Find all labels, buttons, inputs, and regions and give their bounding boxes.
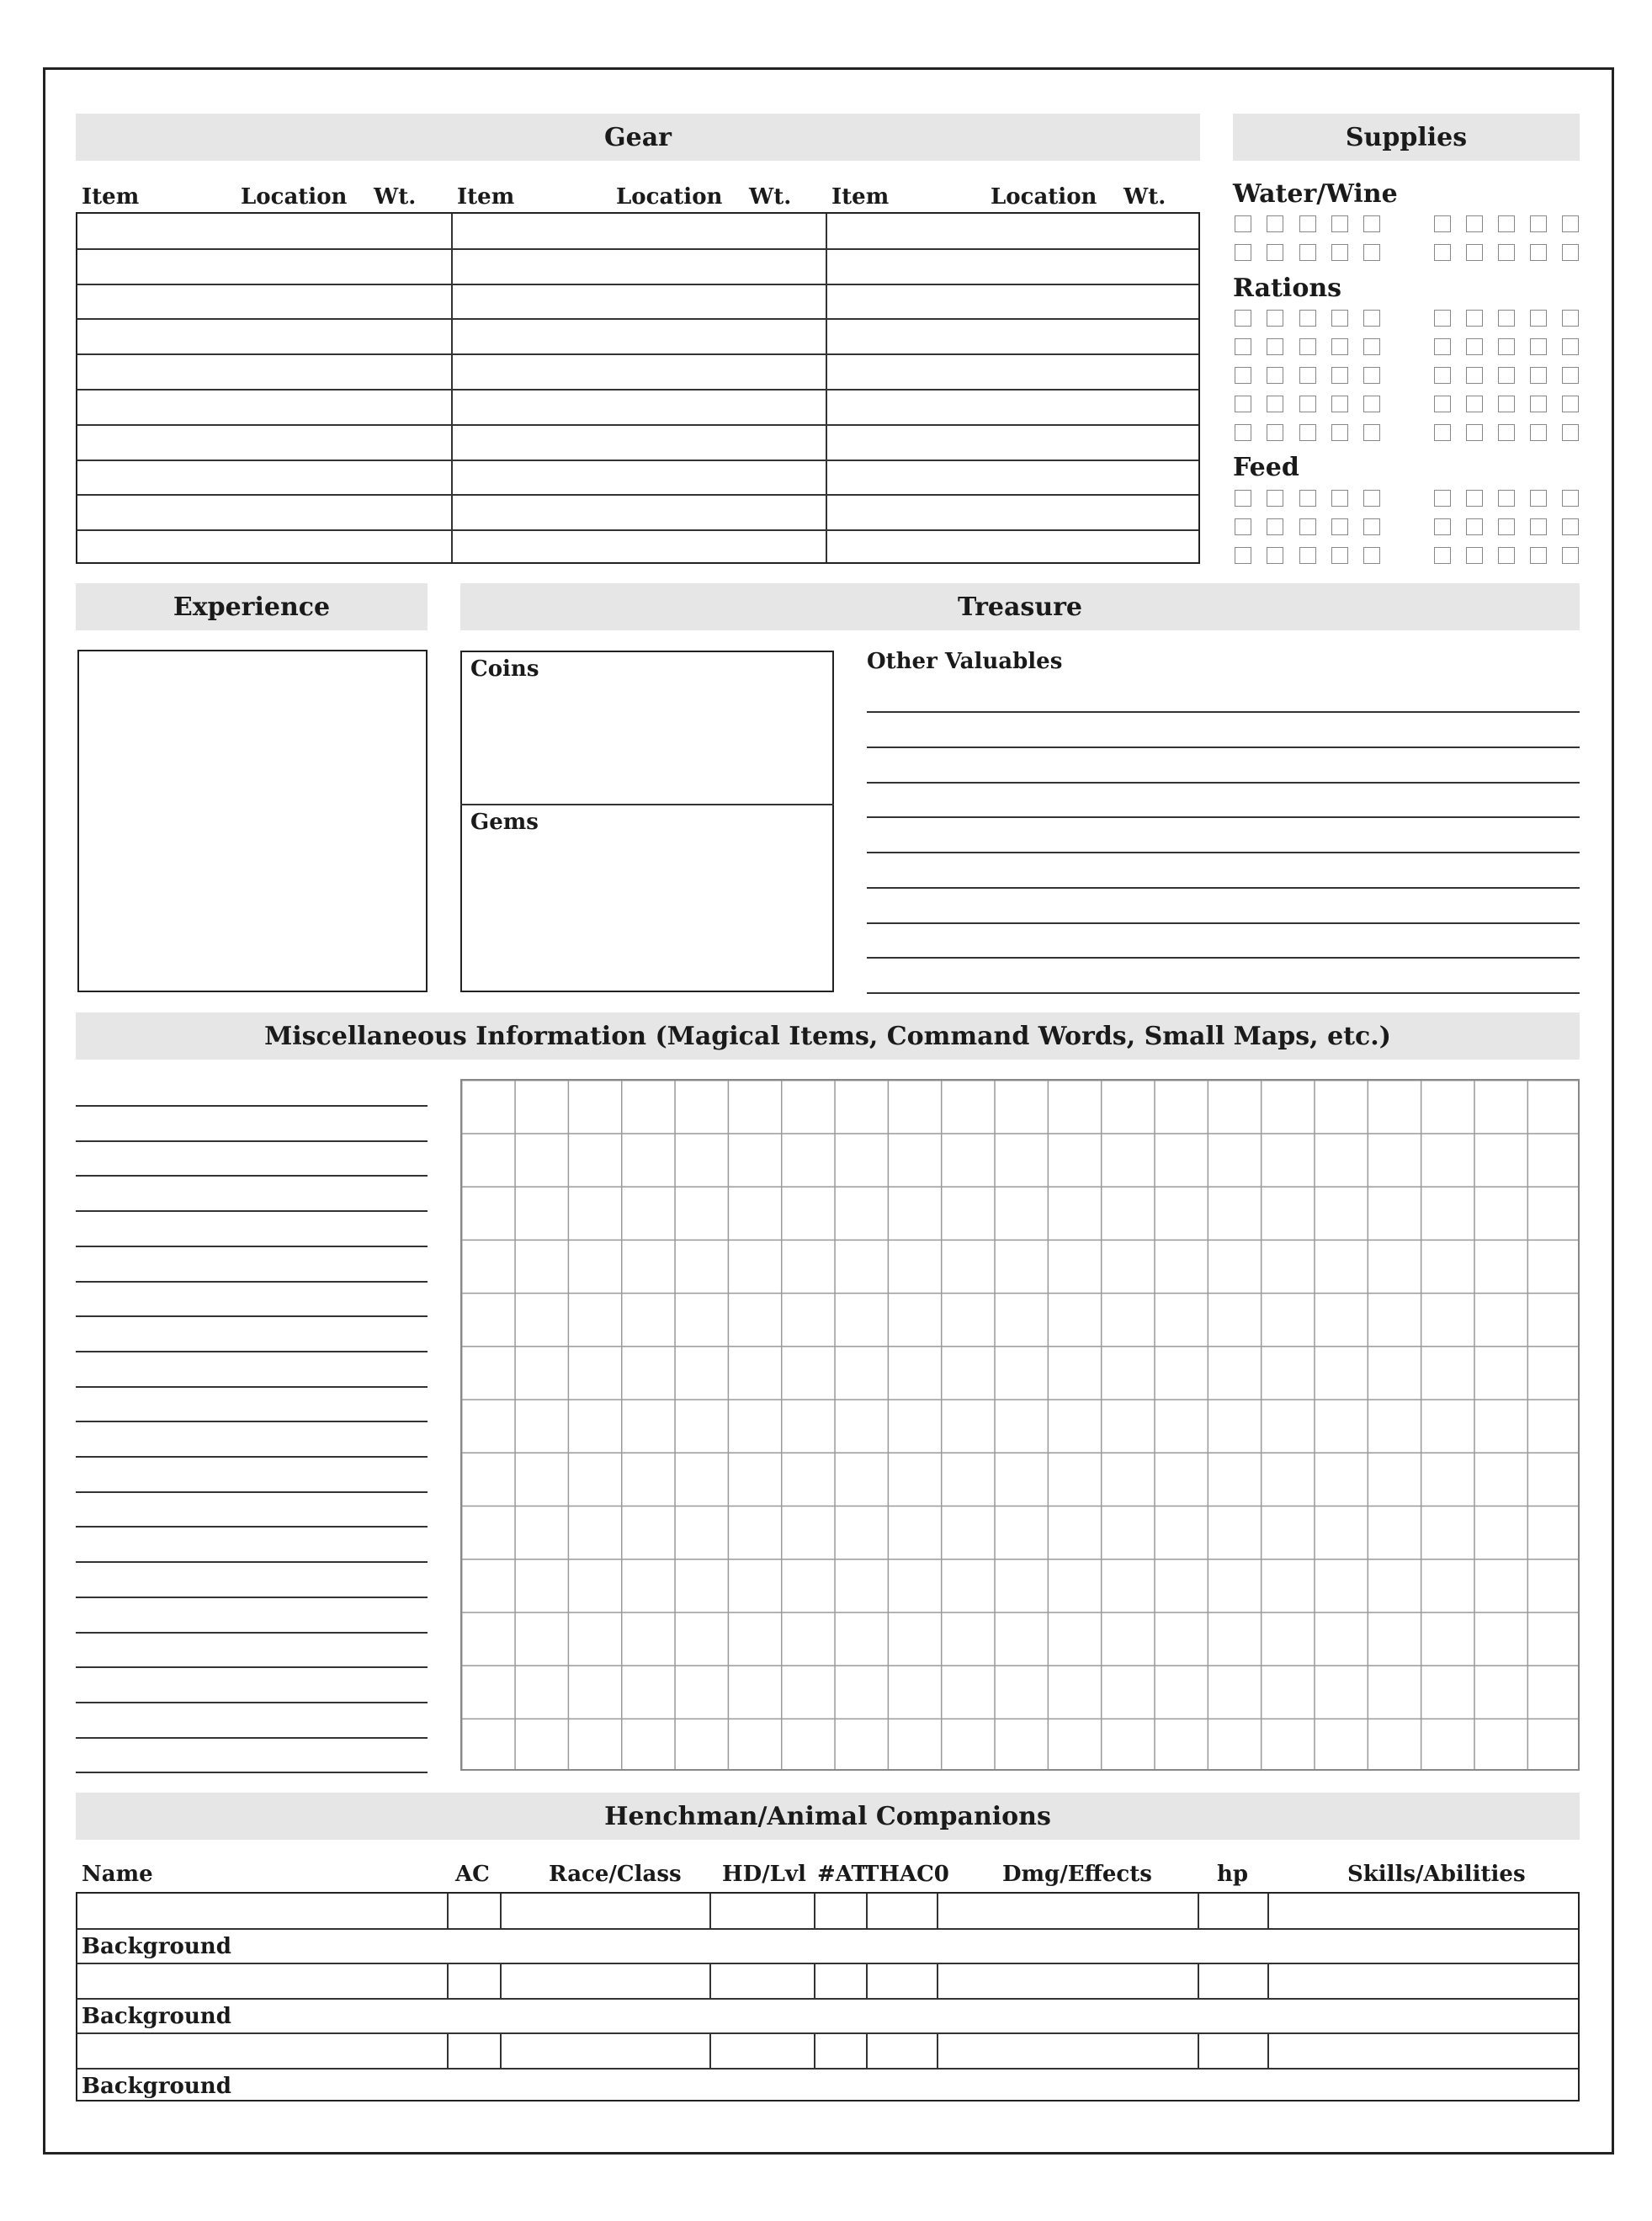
supply-checkbox[interactable] xyxy=(1466,424,1483,441)
misc-line[interactable] xyxy=(76,1246,428,1247)
supply-checkbox[interactable] xyxy=(1363,396,1380,412)
gear-cell[interactable] xyxy=(452,284,826,320)
other-valuables-line[interactable] xyxy=(867,747,1580,748)
supply-checkbox[interactable] xyxy=(1434,244,1451,261)
misc-line[interactable] xyxy=(76,1597,428,1598)
treasure-header: Treasure xyxy=(460,583,1580,630)
other-valuables-line[interactable] xyxy=(867,816,1580,818)
misc-line[interactable] xyxy=(76,1702,428,1703)
supply-checkbox[interactable] xyxy=(1299,490,1316,507)
coins-label: Coins xyxy=(470,656,539,682)
supply-checkbox[interactable] xyxy=(1235,244,1251,261)
supply-checkbox[interactable] xyxy=(1498,518,1515,535)
misc-line[interactable] xyxy=(76,1210,428,1212)
supply-checkbox[interactable] xyxy=(1434,338,1451,355)
map-grid[interactable] xyxy=(460,1079,1580,1771)
supply-checkbox[interactable] xyxy=(1235,424,1251,441)
supplies-header: Supplies xyxy=(1233,114,1580,161)
misc-line[interactable] xyxy=(76,1140,428,1142)
supply-checkbox[interactable] xyxy=(1331,215,1348,232)
gear-cell[interactable] xyxy=(826,460,1200,496)
supply-checkbox[interactable] xyxy=(1562,310,1579,327)
hench-col-hd-lvl: HD/Lvl xyxy=(722,1862,806,1887)
experience-header: Experience xyxy=(76,583,428,630)
gear-cell[interactable] xyxy=(452,214,826,249)
supply-checkbox[interactable] xyxy=(1299,424,1316,441)
supply-checkbox[interactable] xyxy=(1498,490,1515,507)
supply-checkbox[interactable] xyxy=(1562,244,1579,261)
supply-checkbox[interactable] xyxy=(1562,490,1579,507)
supply-checkbox[interactable] xyxy=(1235,367,1251,384)
gear-cell[interactable] xyxy=(826,530,1200,566)
gear-cell[interactable] xyxy=(826,354,1200,390)
supply-checkbox[interactable] xyxy=(1299,547,1316,564)
supply-checkbox[interactable] xyxy=(1530,490,1547,507)
gear-col-item: Item xyxy=(831,184,890,210)
misc-line[interactable] xyxy=(76,1351,428,1352)
misc-line[interactable] xyxy=(76,1386,428,1388)
supply-checkbox[interactable] xyxy=(1530,424,1547,441)
gear-header: Gear xyxy=(76,114,1200,161)
supply-checkbox[interactable] xyxy=(1530,215,1547,232)
hench-background-label: Background xyxy=(82,1933,231,1959)
misc-line[interactable] xyxy=(76,1772,428,1773)
supply-checkbox[interactable] xyxy=(1530,396,1547,412)
supply-checkbox[interactable] xyxy=(1434,424,1451,441)
gear-cell[interactable] xyxy=(77,460,451,496)
supply-checkbox[interactable] xyxy=(1331,310,1348,327)
gear-cell[interactable] xyxy=(77,425,451,460)
gear-col-wt: Wt. xyxy=(374,184,417,210)
other-valuables-line[interactable] xyxy=(867,852,1580,853)
gear-cell[interactable] xyxy=(77,530,451,566)
gear-col-item: Item xyxy=(457,184,515,210)
supply-checkbox[interactable] xyxy=(1363,215,1380,232)
supplies-group-label: Feed xyxy=(1233,453,1299,482)
henchmen-header: Henchman/Animal Companions xyxy=(76,1793,1580,1840)
hench-col-ac: AC xyxy=(455,1862,490,1887)
misc-line[interactable] xyxy=(76,1175,428,1177)
supply-checkbox[interactable] xyxy=(1267,244,1283,261)
supply-checkbox[interactable] xyxy=(1434,518,1451,535)
supply-checkbox[interactable] xyxy=(1562,518,1579,535)
other-valuables-line[interactable] xyxy=(867,887,1580,889)
gems-label: Gems xyxy=(470,810,539,835)
misc-line[interactable] xyxy=(76,1737,428,1739)
supply-checkbox[interactable] xyxy=(1530,367,1547,384)
supply-checkbox[interactable] xyxy=(1331,367,1348,384)
supply-checkbox[interactable] xyxy=(1299,310,1316,327)
supply-checkbox[interactable] xyxy=(1466,338,1483,355)
gear-cell[interactable] xyxy=(826,284,1200,320)
supply-checkbox[interactable] xyxy=(1562,424,1579,441)
other-valuables-line[interactable] xyxy=(867,922,1580,924)
gear-col-item: Item xyxy=(82,184,140,210)
supply-checkbox[interactable] xyxy=(1235,518,1251,535)
supply-checkbox[interactable] xyxy=(1235,547,1251,564)
gear-cell[interactable] xyxy=(826,319,1200,354)
other-valuables-line[interactable] xyxy=(867,782,1580,784)
supply-checkbox[interactable] xyxy=(1434,310,1451,327)
supply-checkbox[interactable] xyxy=(1267,215,1283,232)
gear-cell[interactable] xyxy=(826,214,1200,249)
supply-checkbox[interactable] xyxy=(1299,367,1316,384)
gear-cell[interactable] xyxy=(826,495,1200,530)
supply-checkbox[interactable] xyxy=(1267,424,1283,441)
supplies-group-label: Rations xyxy=(1233,274,1342,303)
gear-cell[interactable] xyxy=(77,214,451,249)
hench-col-thac0: THAC0 xyxy=(863,1862,949,1887)
misc-line[interactable] xyxy=(76,1456,428,1458)
supply-checkbox[interactable] xyxy=(1530,547,1547,564)
gear-col-wt: Wt. xyxy=(1123,184,1166,210)
supply-checkbox[interactable] xyxy=(1530,518,1547,535)
supply-checkbox[interactable] xyxy=(1235,215,1251,232)
gems-field[interactable] xyxy=(462,835,832,991)
supply-checkbox[interactable] xyxy=(1466,367,1483,384)
supply-checkbox[interactable] xyxy=(1331,490,1348,507)
supply-checkbox[interactable] xyxy=(1267,547,1283,564)
misc-line[interactable] xyxy=(76,1421,428,1422)
supply-checkbox[interactable] xyxy=(1466,547,1483,564)
coins-gems-divider xyxy=(460,804,834,805)
other-valuables-line[interactable] xyxy=(867,711,1580,713)
supply-checkbox[interactable] xyxy=(1434,215,1451,232)
supply-checkbox[interactable] xyxy=(1363,367,1380,384)
hench-stat-row[interactable] xyxy=(77,1894,1578,1929)
gear-table xyxy=(76,212,1200,564)
supply-checkbox[interactable] xyxy=(1331,518,1348,535)
supply-checkbox[interactable] xyxy=(1299,244,1316,261)
supply-checkbox[interactable] xyxy=(1331,338,1348,355)
supply-checkbox[interactable] xyxy=(1434,490,1451,507)
supply-checkbox[interactable] xyxy=(1530,244,1547,261)
supply-checkbox[interactable] xyxy=(1267,310,1283,327)
hench-stat-row[interactable] xyxy=(77,1963,1578,1999)
supply-checkbox[interactable] xyxy=(1363,490,1380,507)
supply-checkbox[interactable] xyxy=(1235,338,1251,355)
experience-box[interactable] xyxy=(77,650,428,992)
gear-cell[interactable] xyxy=(77,284,451,320)
supply-checkbox[interactable] xyxy=(1498,547,1515,564)
gear-cell[interactable] xyxy=(826,249,1200,284)
gear-cell[interactable] xyxy=(77,249,451,284)
supply-checkbox[interactable] xyxy=(1434,367,1451,384)
misc-line[interactable] xyxy=(76,1526,428,1528)
supply-checkbox[interactable] xyxy=(1267,367,1283,384)
supply-checkbox[interactable] xyxy=(1466,310,1483,327)
supply-checkbox[interactable] xyxy=(1363,310,1380,327)
supply-checkbox[interactable] xyxy=(1498,424,1515,441)
gear-cell[interactable] xyxy=(452,390,826,425)
supply-checkbox[interactable] xyxy=(1562,396,1579,412)
misc-line[interactable] xyxy=(76,1666,428,1668)
supplies-group-label: Water/Wine xyxy=(1233,179,1398,209)
gear-col-wt: Wt. xyxy=(749,184,792,210)
coins-field[interactable] xyxy=(462,682,832,803)
supply-checkbox[interactable] xyxy=(1530,338,1547,355)
supply-checkbox[interactable] xyxy=(1267,338,1283,355)
supply-checkbox[interactable] xyxy=(1498,396,1515,412)
gear-cell[interactable] xyxy=(826,425,1200,460)
hench-col-at: #AT xyxy=(817,1862,868,1887)
hench-col-race-class: Race/Class xyxy=(549,1862,682,1887)
gear-col-location: Location xyxy=(616,184,723,210)
supply-checkbox[interactable] xyxy=(1498,215,1515,232)
supply-checkbox[interactable] xyxy=(1562,338,1579,355)
hench-stat-row[interactable] xyxy=(77,2033,1578,2069)
hench-background-label: Background xyxy=(82,2003,231,2029)
supply-checkbox[interactable] xyxy=(1235,396,1251,412)
hench-col-name: Name xyxy=(82,1862,153,1887)
gear-cell[interactable] xyxy=(77,495,451,530)
supply-checkbox[interactable] xyxy=(1299,215,1316,232)
gear-cell[interactable] xyxy=(452,460,826,496)
gear-cell[interactable] xyxy=(452,249,826,284)
gear-cell[interactable] xyxy=(826,390,1200,425)
supply-checkbox[interactable] xyxy=(1562,367,1579,384)
supply-checkbox[interactable] xyxy=(1331,244,1348,261)
gear-cell[interactable] xyxy=(77,354,451,390)
supply-checkbox[interactable] xyxy=(1562,215,1579,232)
supply-checkbox[interactable] xyxy=(1363,338,1380,355)
supply-checkbox[interactable] xyxy=(1299,396,1316,412)
gear-cell[interactable] xyxy=(77,390,451,425)
supply-checkbox[interactable] xyxy=(1363,244,1380,261)
gear-cell[interactable] xyxy=(452,425,826,460)
supply-checkbox[interactable] xyxy=(1363,518,1380,535)
misc-line[interactable] xyxy=(76,1491,428,1493)
other-valuables-label: Other Valuables xyxy=(867,649,1063,674)
supply-checkbox[interactable] xyxy=(1466,396,1483,412)
hench-background-label: Background xyxy=(82,2073,231,2099)
supply-checkbox[interactable] xyxy=(1498,310,1515,327)
supply-checkbox[interactable] xyxy=(1331,547,1348,564)
misc-line[interactable] xyxy=(76,1315,428,1317)
supply-checkbox[interactable] xyxy=(1562,547,1579,564)
misc-line[interactable] xyxy=(76,1561,428,1563)
supply-checkbox[interactable] xyxy=(1466,518,1483,535)
supply-checkbox[interactable] xyxy=(1235,310,1251,327)
misc-line[interactable] xyxy=(76,1632,428,1634)
gear-col-location: Location xyxy=(241,184,348,210)
misc-line[interactable] xyxy=(76,1105,428,1107)
supply-checkbox[interactable] xyxy=(1498,367,1515,384)
hench-col-skills: Skills/Abilities xyxy=(1347,1862,1526,1887)
gear-cell[interactable] xyxy=(452,354,826,390)
supply-checkbox[interactable] xyxy=(1530,310,1547,327)
gear-cell[interactable] xyxy=(452,319,826,354)
supply-checkbox[interactable] xyxy=(1466,215,1483,232)
gear-cell[interactable] xyxy=(452,530,826,566)
supply-checkbox[interactable] xyxy=(1267,396,1283,412)
supply-checkbox[interactable] xyxy=(1363,424,1380,441)
supply-checkbox[interactable] xyxy=(1363,547,1380,564)
supply-checkbox[interactable] xyxy=(1267,490,1283,507)
hench-col-dmg: Dmg/Effects xyxy=(1002,1862,1152,1887)
supply-checkbox[interactable] xyxy=(1331,396,1348,412)
misc-header: Miscellaneous Information (Magical Items, Command Words, Small Maps, etc.) xyxy=(76,1012,1580,1060)
supply-checkbox[interactable] xyxy=(1434,396,1451,412)
misc-line[interactable] xyxy=(76,1281,428,1283)
supply-checkbox[interactable] xyxy=(1466,490,1483,507)
supply-checkbox[interactable] xyxy=(1466,244,1483,261)
supply-checkbox[interactable] xyxy=(1331,424,1348,441)
hench-col-hp: hp xyxy=(1217,1862,1249,1887)
other-valuables-line[interactable] xyxy=(867,992,1580,994)
other-valuables-line[interactable] xyxy=(867,957,1580,959)
gear-cell[interactable] xyxy=(452,495,826,530)
gear-col-location: Location xyxy=(991,184,1097,210)
gear-cell[interactable] xyxy=(77,319,451,354)
henchmen-table xyxy=(76,1892,1580,2101)
supply-checkbox[interactable] xyxy=(1299,338,1316,355)
supply-checkbox[interactable] xyxy=(1498,338,1515,355)
supply-checkbox[interactable] xyxy=(1267,518,1283,535)
supply-checkbox[interactable] xyxy=(1498,244,1515,261)
supply-checkbox[interactable] xyxy=(1434,547,1451,564)
supply-checkbox[interactable] xyxy=(1299,518,1316,535)
supply-checkbox[interactable] xyxy=(1235,490,1251,507)
